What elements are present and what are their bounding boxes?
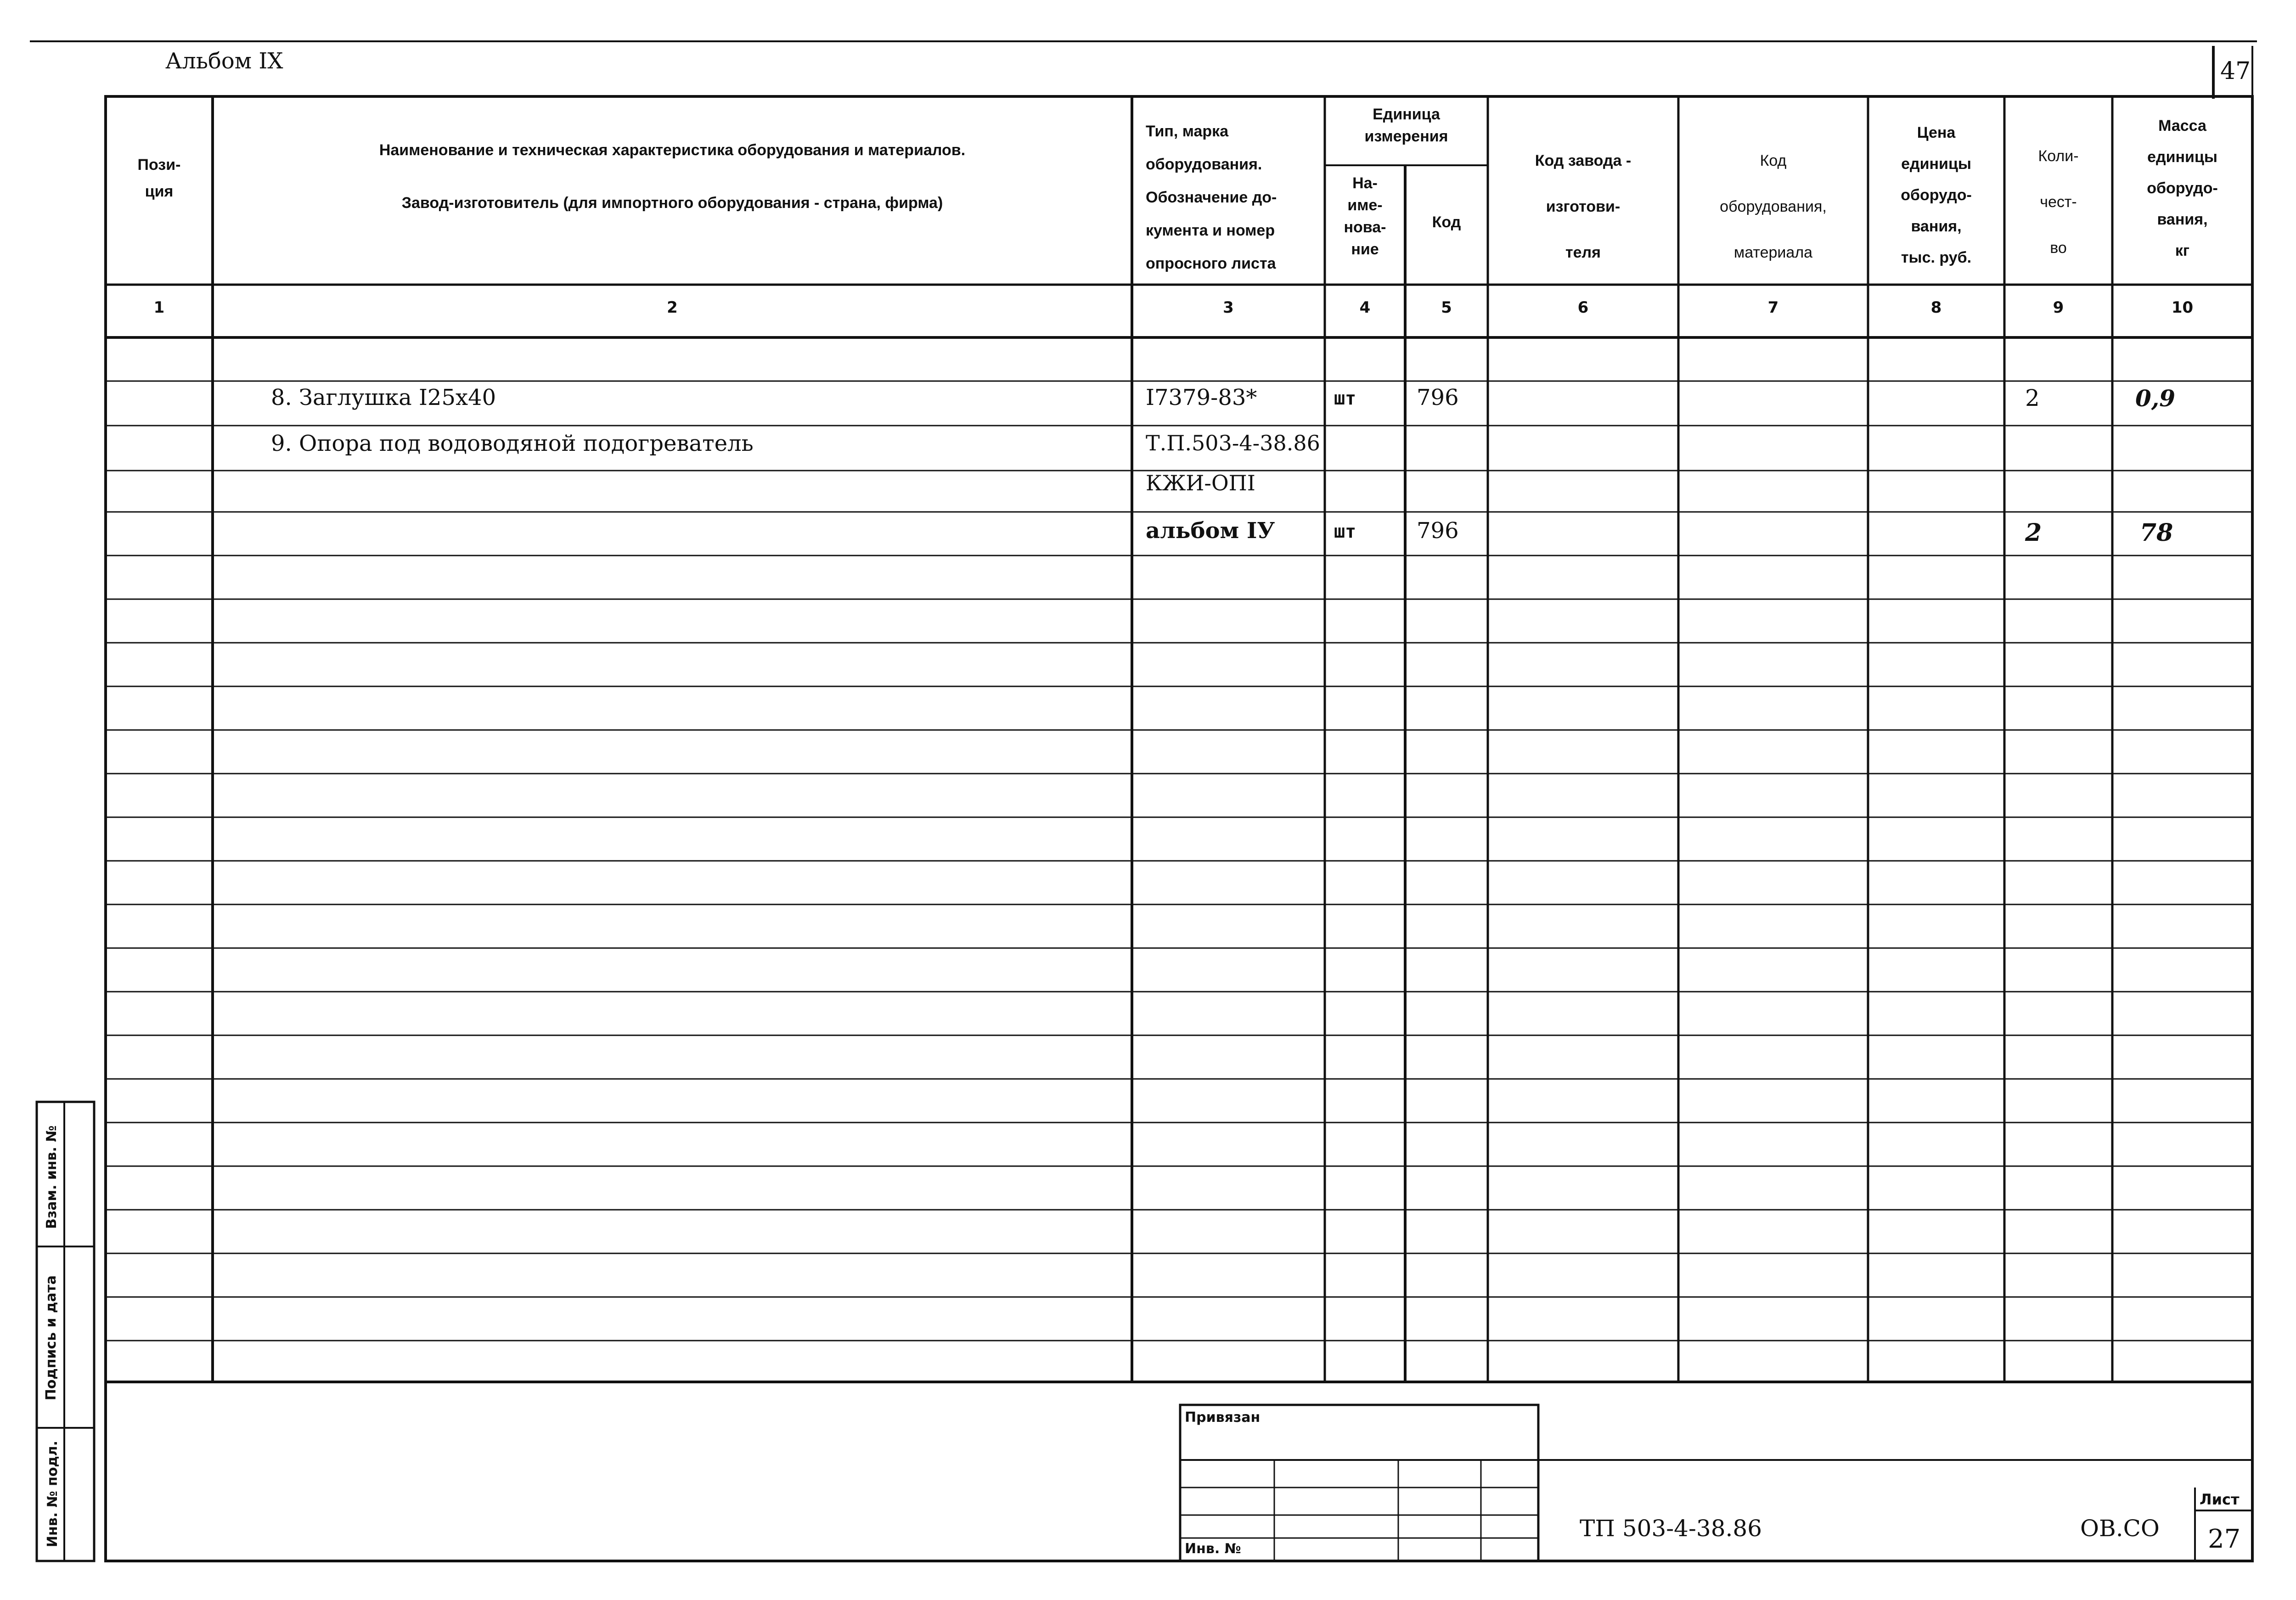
row-8-name: 8. Заглушка I25x40 bbox=[271, 385, 496, 410]
row-8-unit: шт bbox=[1334, 388, 1356, 409]
row-9-name: 9. Опора под водоводяной подогреватель bbox=[271, 431, 754, 456]
row-8-qty: 2 bbox=[2025, 385, 2040, 411]
row-8-code: 796 bbox=[1417, 385, 1459, 410]
column-number: 7 bbox=[1767, 298, 1779, 317]
column-number: 8 bbox=[1930, 298, 1942, 317]
sheet-label: Лист bbox=[2200, 1491, 2240, 1508]
header-unit-name: На- име- нова- ние bbox=[1344, 174, 1386, 258]
row-9c-code: 796 bbox=[1417, 518, 1459, 544]
page-number: 47 bbox=[2220, 57, 2251, 85]
column-number: 3 bbox=[1223, 298, 1234, 317]
column-number: 4 bbox=[1359, 298, 1371, 317]
row-9b-doc: КЖИ-ОПI bbox=[1146, 471, 1255, 495]
row-9c-mass: 78 bbox=[2140, 519, 2173, 547]
row-9c-qty: 2 bbox=[2025, 519, 2042, 547]
column-number: 2 bbox=[667, 298, 678, 317]
row-8-doc: I7379-83* bbox=[1146, 385, 1257, 410]
side-label-replacement-inv: Взам. инв. № bbox=[44, 1125, 60, 1229]
header-name-line1: Наименование и техническая характеристика оборудования и материалов. bbox=[379, 141, 966, 159]
row-8-mass: 0,9 bbox=[2135, 385, 2175, 412]
header-price: Цена единицы оборудо- вания, тыс. руб. bbox=[1901, 124, 1972, 266]
side-label-original-inv: Инв. № подл. bbox=[45, 1440, 61, 1548]
row-9c-unit: шт bbox=[1334, 521, 1356, 542]
sheet-code: ОВ.СО bbox=[2080, 1515, 2160, 1542]
side-label-signature-date: Подпись и дата bbox=[43, 1275, 59, 1401]
header-unit-code: Код bbox=[1432, 213, 1461, 231]
header-unit: Единица измерения bbox=[1364, 106, 1448, 145]
album-label: Альбом IX bbox=[165, 48, 283, 74]
header-mass: Масса единицы оборудо- вания, кг bbox=[2147, 117, 2218, 259]
header-position: Пози- ция bbox=[137, 156, 181, 200]
column-number: 10 bbox=[2171, 298, 2194, 317]
column-number: 9 bbox=[2053, 298, 2064, 317]
document-code: ТП 503-4-38.86 bbox=[1580, 1515, 1762, 1542]
stamp-privyazan: Привязан bbox=[1185, 1409, 1261, 1426]
header-plant-code: Код завода - изготови- теля bbox=[1535, 152, 1632, 261]
sheet-number: 27 bbox=[2208, 1524, 2241, 1554]
row-9c-doc: альбом IУ bbox=[1146, 518, 1275, 544]
column-number: 6 bbox=[1577, 298, 1589, 317]
header-type: Тип, марка оборудования. Обозначение до- кумента и номер опросного листа bbox=[1146, 123, 1277, 272]
column-number: 5 bbox=[1441, 298, 1452, 317]
column-number: 1 bbox=[153, 298, 165, 317]
header-name-line2: Завод-изготовитель (для импортного оборудования - страна, фирма) bbox=[401, 194, 943, 212]
stamp-inv: Инв. № bbox=[1185, 1541, 1241, 1557]
header-quantity: Коли- чест- во bbox=[2038, 147, 2079, 257]
header-equipment-code: Код оборудования, материала bbox=[1720, 152, 1827, 261]
row-9-doc: Т.П.503-4-38.86 bbox=[1146, 431, 1320, 455]
